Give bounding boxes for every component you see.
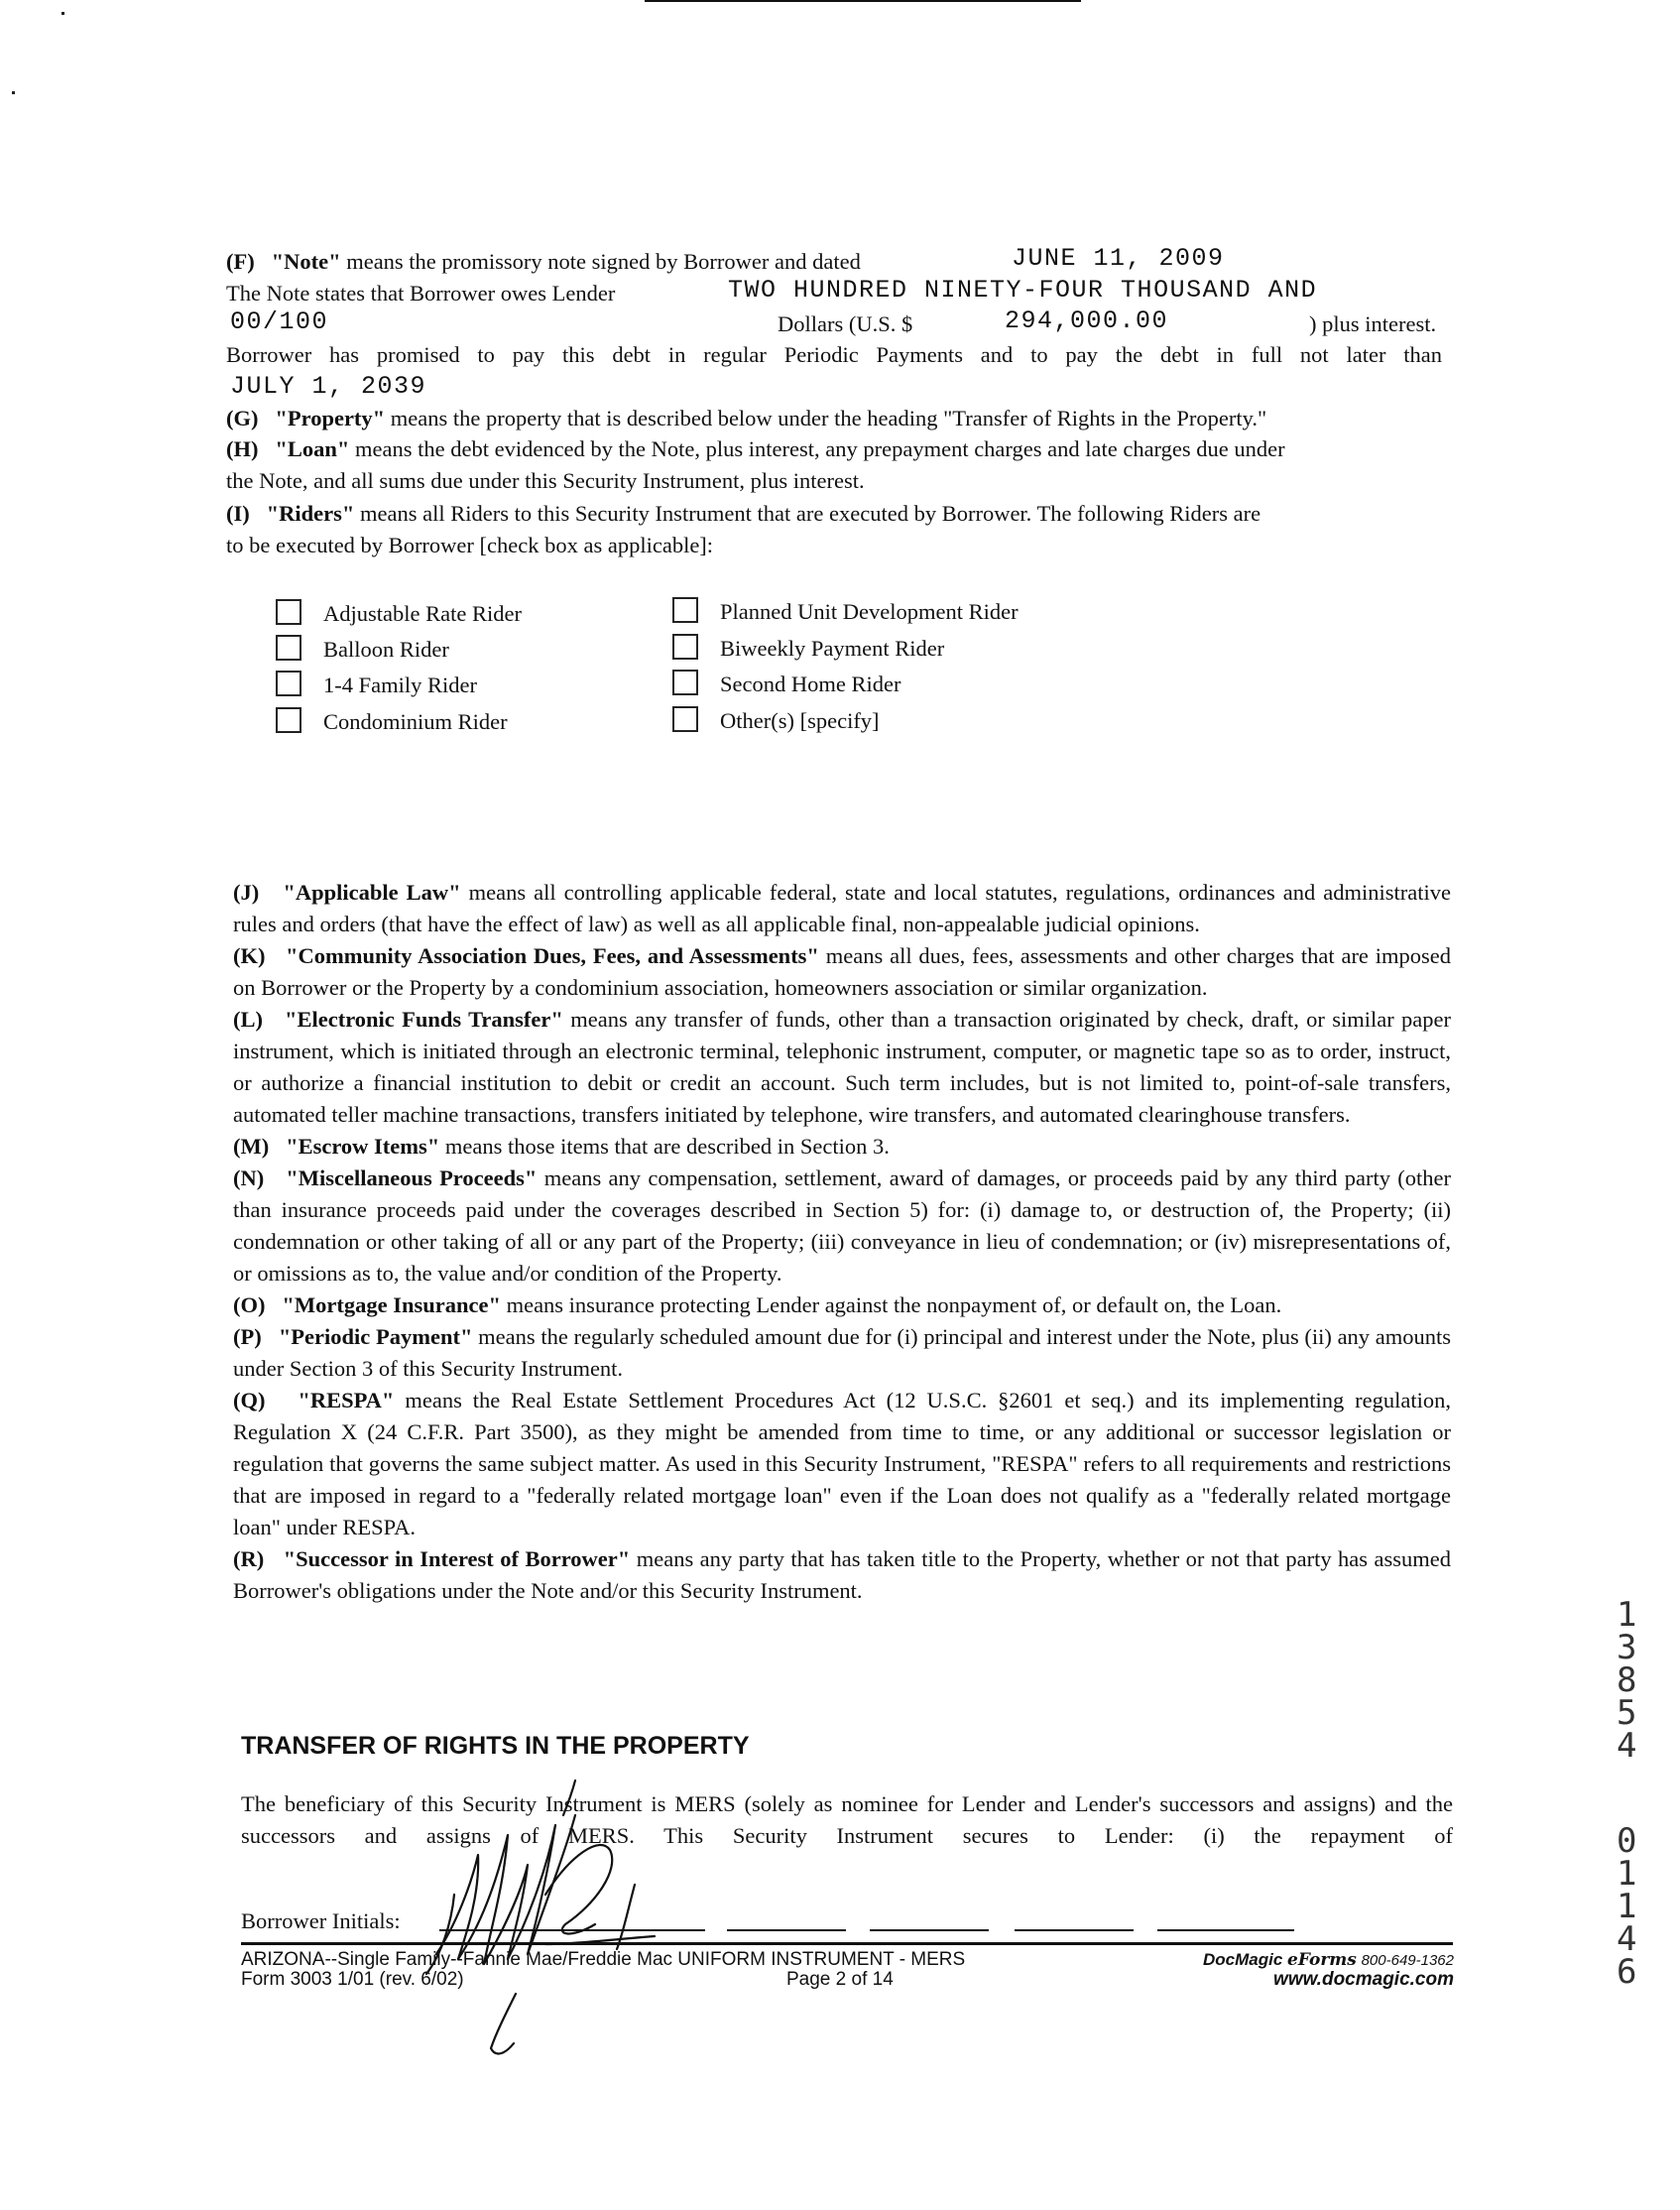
definition-q: (Q) "RESPA" means the Real Estate Settlement Procedures Act (12 U.S.C. §2601 et seq.) and its implementing regulation, Regulation X (24 C.F.R. Part 3500), as they might be amended from time to time, or any additional or successor legislation or regulation that governs the same subject matter. As used in this Security Instrument, "RESPA" refers to all requirements and restrictions that are imposed in regard to a "federally related mortgage loan" even if the Loan does not qualify as a "federally related mortgage loan" under RESPA.	[233, 1388, 1452, 1539]
definition-term: "Miscellaneous Proceeds"	[286, 1166, 538, 1190]
initials-blank[interactable]	[870, 1929, 989, 1931]
rider-balloon-checkbox[interactable]: Balloon Rider	[276, 634, 449, 666]
definition-letter: (G)	[226, 406, 259, 430]
definition-p: (P) "Periodic Payment" means the regularly scheduled amount due for (i) principal and interest under the Note, plus (ii) any amounts under Section 3 of this Security Instrument.	[233, 1324, 1451, 1381]
definition-j: (J) "Applicable Law" means all controlling applicable federal, state and local statutes, regulations, ordinances and administrative rules and orders (that have the effect of law) as well as all applicable final, non-appealable judicial opinions.	[233, 880, 1451, 936]
borrower-initials-label: Borrower Initials:	[241, 1908, 401, 1933]
definition-term: "Loan"	[275, 436, 350, 461]
form-number: Form 3003 1/01 (rev. 6/02)	[241, 1969, 464, 1990]
recording-number-2: 0 1 1 4 6	[1617, 1821, 1637, 1992]
definition-f: (F) "Note" means the promissory note signed by Borrower and dated	[226, 249, 861, 274]
section-heading: TRANSFER OF RIGHTS IN THE PROPERTY	[241, 1732, 750, 1760]
definition-term: "Periodic Payment"	[278, 1324, 473, 1349]
definition-letter: (H)	[226, 436, 259, 461]
signature-image	[397, 1776, 714, 2073]
definition-h: (H) "Loan" means the debt evidenced by the Note, plus interest, any prepayment charges and late charges due under	[226, 436, 1285, 461]
definition-m: (M) "Escrow Items" means those items that are described in Section 3.	[233, 1134, 890, 1159]
definition-k: (K) "Community Association Dues, Fees, and Assessments" means all dues, fees, assessments and other charges that are imposed on Borrower or the Property by a condominium association, homeowners association or similar organization.	[233, 943, 1451, 1000]
definition-term: "RESPA"	[298, 1388, 395, 1412]
initials-blank[interactable]	[1157, 1929, 1294, 1931]
maturity-date: JULY 1, 2039	[230, 372, 427, 401]
dollars-text: Dollars (U.S. $	[778, 311, 913, 336]
website-link[interactable]: www.docmagic.com	[1273, 1969, 1454, 1990]
definition-term: "Riders"	[266, 501, 355, 526]
definition-term: "Community Association Dues, Fees, and Assessments"	[286, 943, 819, 968]
definition-term: "Escrow Items"	[286, 1134, 440, 1159]
form-title: ARIZONA--Single Family--Fannie Mae/Freddie Mac UNIFORM INSTRUMENT - MERS	[241, 1949, 966, 1970]
checkbox-box[interactable]	[276, 599, 301, 625]
definition-letter: (I)	[226, 501, 250, 526]
checkbox-box[interactable]	[672, 597, 698, 623]
definition-letter: (F)	[226, 249, 255, 274]
amount-words: TWO HUNDRED NINETY-FOUR THOUSAND AND	[728, 276, 1318, 305]
rider-other-checkbox[interactable]: Other(s) [specify]	[672, 705, 880, 737]
brand-line	[1140, 1950, 1454, 1971]
brand-suffix: eForms	[1287, 1950, 1357, 1970]
checkbox-box[interactable]	[672, 670, 698, 695]
definition-term: "Electronic Funds Transfer"	[285, 1007, 563, 1032]
plus-interest: ) plus interest.	[1309, 311, 1437, 336]
top-scan-line	[645, 0, 1081, 2]
note-date: JUNE 11, 2009	[1012, 244, 1225, 273]
definition-o: (O) "Mortgage Insurance" means insurance protecting Lender against the nonpayment of, or default on, the Loan.	[233, 1292, 1282, 1317]
checkbox-box[interactable]	[276, 707, 301, 733]
amount-cents: 00/100	[230, 307, 329, 336]
amount-figure: 294,000.00	[1005, 307, 1169, 335]
definition-term: "Applicable Law"	[283, 880, 461, 905]
definition-i-cont: to be executed by Borrower [check box as applicable]:	[226, 533, 714, 557]
initials-blank[interactable]	[1015, 1929, 1134, 1931]
definitions-list	[233, 877, 1451, 1607]
rider-second-home-checkbox[interactable]: Second Home Rider	[672, 669, 900, 700]
recording-number-1: 1 3 8 5 4	[1617, 1595, 1637, 1766]
definition-i: (I) "Riders" means all Riders to this Security Instrument that are executed by Borrower. The following Riders are	[226, 501, 1261, 526]
definition-term: "Successor in Interest of Borrower"	[283, 1546, 631, 1571]
checkbox-box[interactable]	[672, 706, 698, 732]
initials-blank[interactable]	[727, 1929, 846, 1931]
definition-g: (G) "Property" means the property that is described below under the heading "Transfer of Rights in the Property."	[226, 406, 1267, 430]
transfer-text: The beneficiary of this Security Instrument is MERS (solely as nominee for Lender and Lender's successors and assigns) and the successors and assigns of MERS. This Security Instrument secures to Lender: (i) the repayment of	[241, 1791, 1453, 1848]
checkbox-box[interactable]	[276, 671, 301, 696]
footer-rule	[241, 1942, 1453, 1945]
checkbox-box[interactable]	[276, 635, 301, 661]
scan-dot	[61, 12, 64, 15]
rider-condominium-checkbox[interactable]: Condominium Rider	[276, 706, 508, 738]
definition-h-cont: the Note, and all sums due under this Security Instrument, plus interest.	[226, 468, 865, 493]
definition-l: (L) "Electronic Funds Transfer" means any transfer of funds, other than a transaction originated by check, draft, or similar paper instrument, which is initiated through an electronic terminal, telephonic instrument, computer, or magnetic tape so as to order, instruct, or authorize a financial institution to debit or credit an account. Such term includes, but is not limited to, point-of-sale transfers, automated teller machine transactions, transfers initiated by telephone, wire transfers, and automated clearinghouse transfers.	[233, 1007, 1452, 1127]
definition-n: (N) "Miscellaneous Proceeds" means any compensation, settlement, award of damages, or proceeds paid by any third party (other than insurance proceeds paid under the coverages described in Section 5) for: (i) damage to, or destruction of, the Property; (ii) condemnation or other taking of all or any part of the Property; (iii) conveyance in lieu of condemnation; or (iv) misrepresentations of, or omissions as to, the value and/or condition of the Property.	[233, 1166, 1452, 1286]
rider-pud-checkbox[interactable]: Planned Unit Development Rider	[672, 596, 1019, 628]
rider-1-4-family-checkbox[interactable]: 1-4 Family Rider	[276, 670, 477, 701]
definition-term: "Property"	[275, 406, 386, 430]
definition-r: (R) "Successor in Interest of Borrower" means any party that has taken title to the Property, whether or not that party has assumed Borrower's obligations under the Note and/or this Security Instrument.	[233, 1546, 1451, 1603]
definition-term: "Note"	[271, 249, 341, 274]
page-number: Page 2 of 14	[786, 1969, 894, 1990]
brand-phone: 800-649-1362	[1361, 1952, 1454, 1969]
rider-adjustable-rate-checkbox[interactable]: Adjustable Rate Rider	[276, 598, 522, 630]
scan-dot	[12, 91, 15, 94]
rider-biweekly-checkbox[interactable]: Biweekly Payment Rider	[672, 633, 944, 665]
promise-text: Borrower has promised to pay this debt in regular Periodic Payments and to pay the debt in full not later than	[226, 342, 1442, 367]
checkbox-box[interactable]	[672, 634, 698, 660]
definition-term: "Mortgage Insurance"	[282, 1292, 501, 1317]
brand-name: DocMagic	[1203, 1950, 1283, 1969]
note-owes-text: The Note states that Borrower owes Lender	[226, 281, 616, 306]
